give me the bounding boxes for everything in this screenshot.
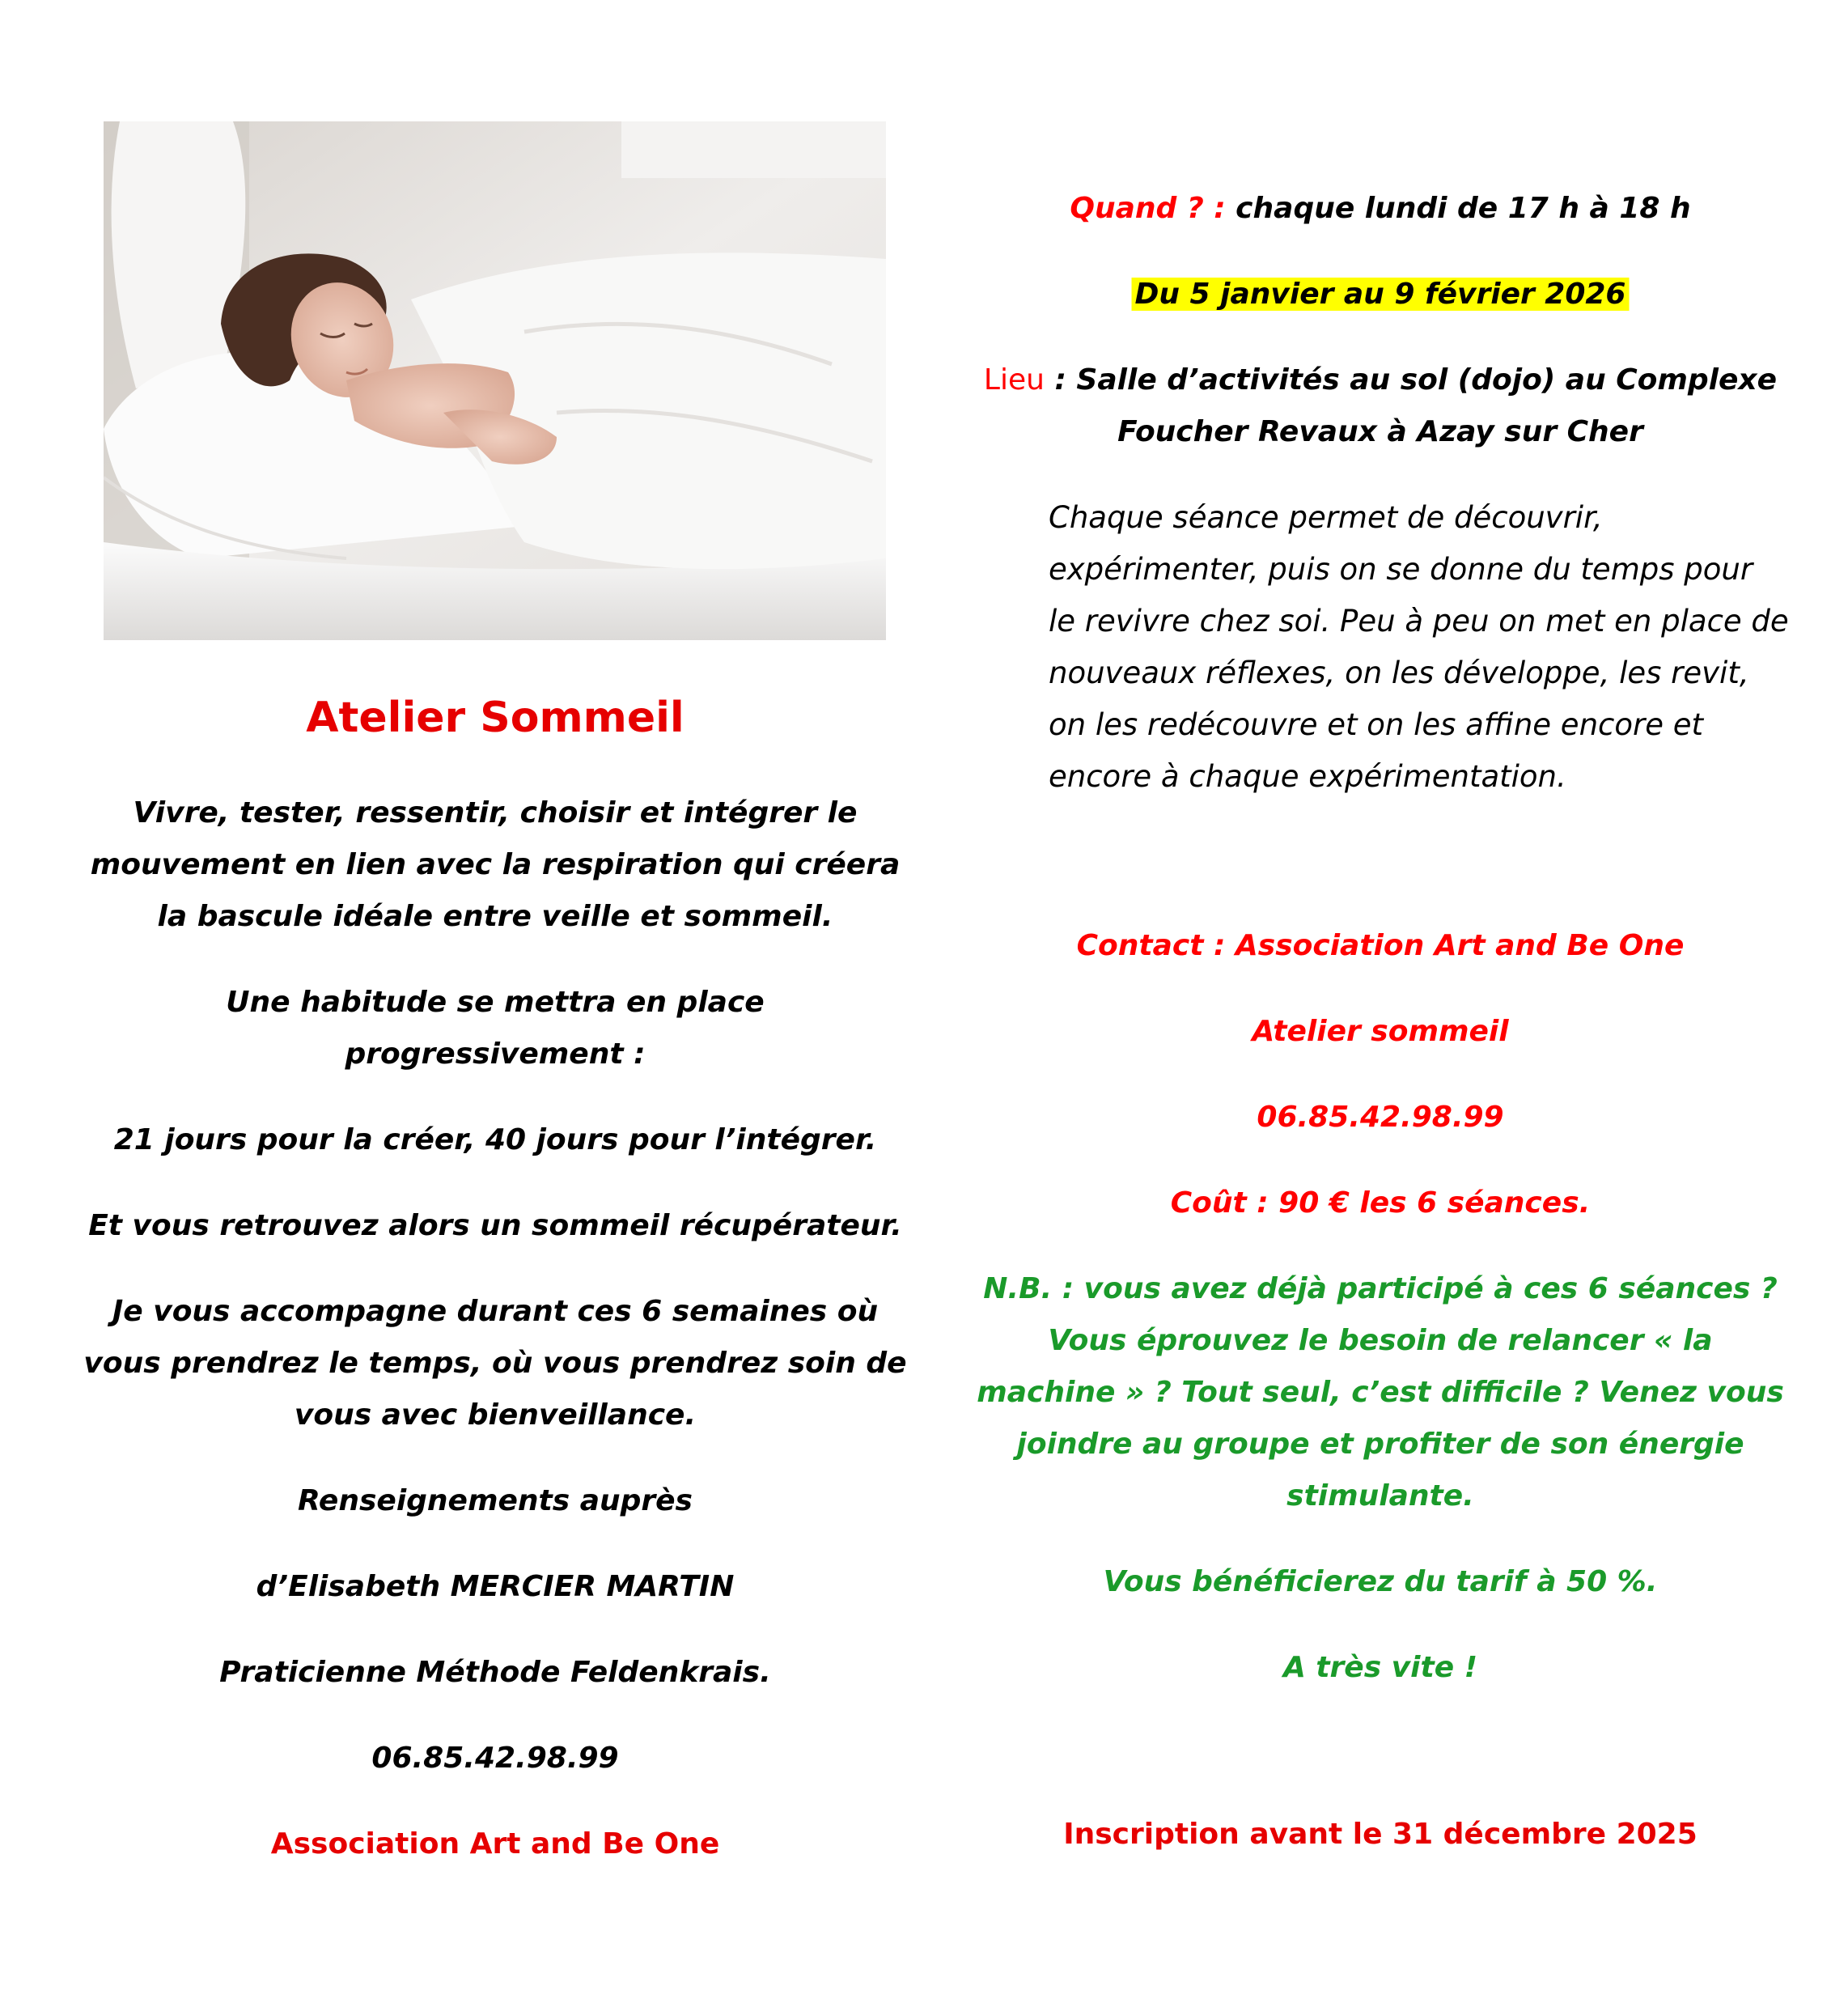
bye-text: A très vite ! <box>1282 1651 1478 1684</box>
left-association: Association Art and Be One <box>270 1827 720 1861</box>
accompany-line-3: vous avec bienveillance. <box>294 1398 697 1432</box>
place-value-1: : Salle d’activités au sol (dojo) au Complexe <box>1044 363 1778 397</box>
right-phone: 06.85.42.98.99 <box>1257 1101 1504 1134</box>
sleeping-woman-photo <box>104 121 886 640</box>
place-line-2: Foucher Revaux à Azay sur Cher <box>1117 415 1643 448</box>
description-line-3: le revivre chez soi. Peu à peu on met en place de <box>1049 604 1789 639</box>
registration-deadline: Inscription avant le 31 décembre 2025 <box>1063 1818 1698 1851</box>
nb-line-4: joindre au groupe et profiter de son énergie <box>1016 1428 1744 1461</box>
left-phone: 06.85.42.98.99 <box>371 1742 619 1775</box>
nb-line-2: Vous éprouvez le besoin de relancer « la <box>1048 1324 1713 1357</box>
description-line-6: encore à chaque expérimentation. <box>1049 759 1566 794</box>
nb-line-3: machine » ? Tout seul, c’est difficile ? Venez vous <box>977 1376 1784 1409</box>
practitioner-role: Praticienne Méthode Feldenkrais. <box>219 1656 771 1689</box>
workshop-title: Atelier Sommeil <box>306 694 685 742</box>
dates-highlight: Du 5 janvier au 9 février 2026 <box>1132 278 1630 311</box>
contact-text: Contact : Association Art and Be One <box>1076 929 1685 962</box>
dates-line <box>1132 269 1630 320</box>
accompany-line-1: Je vous accompagne durant ces 6 semaines où <box>112 1295 879 1328</box>
nb-line-5: stimulante. <box>1286 1479 1474 1513</box>
intro-line-1: Vivre, tester, ressentir, choisir et intégrer le <box>133 796 858 830</box>
workshop-name: Atelier sommeil <box>1252 1015 1509 1048</box>
description-line-2: expérimenter, puis on se donne du temps pour <box>1049 552 1753 587</box>
when-label: Quand ? : <box>1070 192 1226 225</box>
description-line-5: on les redécouvre et on les affine encore et <box>1049 707 1704 742</box>
when-value: chaque lundi de 17 h à 18 h <box>1225 192 1691 225</box>
habit-line-2: progressivement : <box>345 1037 646 1071</box>
accompany-line-2: vous prendrez le temps, où vous prendrez soin de <box>83 1347 907 1380</box>
practitioner-name: d’Elisabeth MERCIER MARTIN <box>256 1570 735 1603</box>
when-line <box>1070 183 1690 235</box>
info-text: Renseignements auprès <box>298 1484 693 1517</box>
place-line-1 <box>984 354 1777 406</box>
cost-text: Coût : 90 € les 6 séances. <box>1170 1186 1591 1220</box>
discount-text: Vous bénéficierez du tarif à 50 %. <box>1103 1565 1658 1598</box>
nb-line-1: N.B. : vous avez déjà participé à ces 6 séances ? <box>983 1272 1778 1305</box>
intro-line-2: mouvement en lien avec la respiration qui créera <box>90 848 901 881</box>
habit-line-1: Une habitude se mettra en place <box>226 986 765 1019</box>
place-label: Lieu <box>983 363 1045 397</box>
result-text: Et vous retrouvez alors un sommeil récupérateur. <box>88 1209 902 1242</box>
description-line-1: Chaque séance permet de découvrir, <box>1049 500 1603 535</box>
description-line-4: nouveaux réflexes, on les développe, les revit, <box>1049 656 1749 690</box>
photo-illustration <box>104 121 886 640</box>
days-text: 21 jours pour la créer, 40 jours pour l’intégrer. <box>113 1123 877 1156</box>
intro-line-3: la bascule idéale entre veille et sommeil. <box>157 900 833 933</box>
